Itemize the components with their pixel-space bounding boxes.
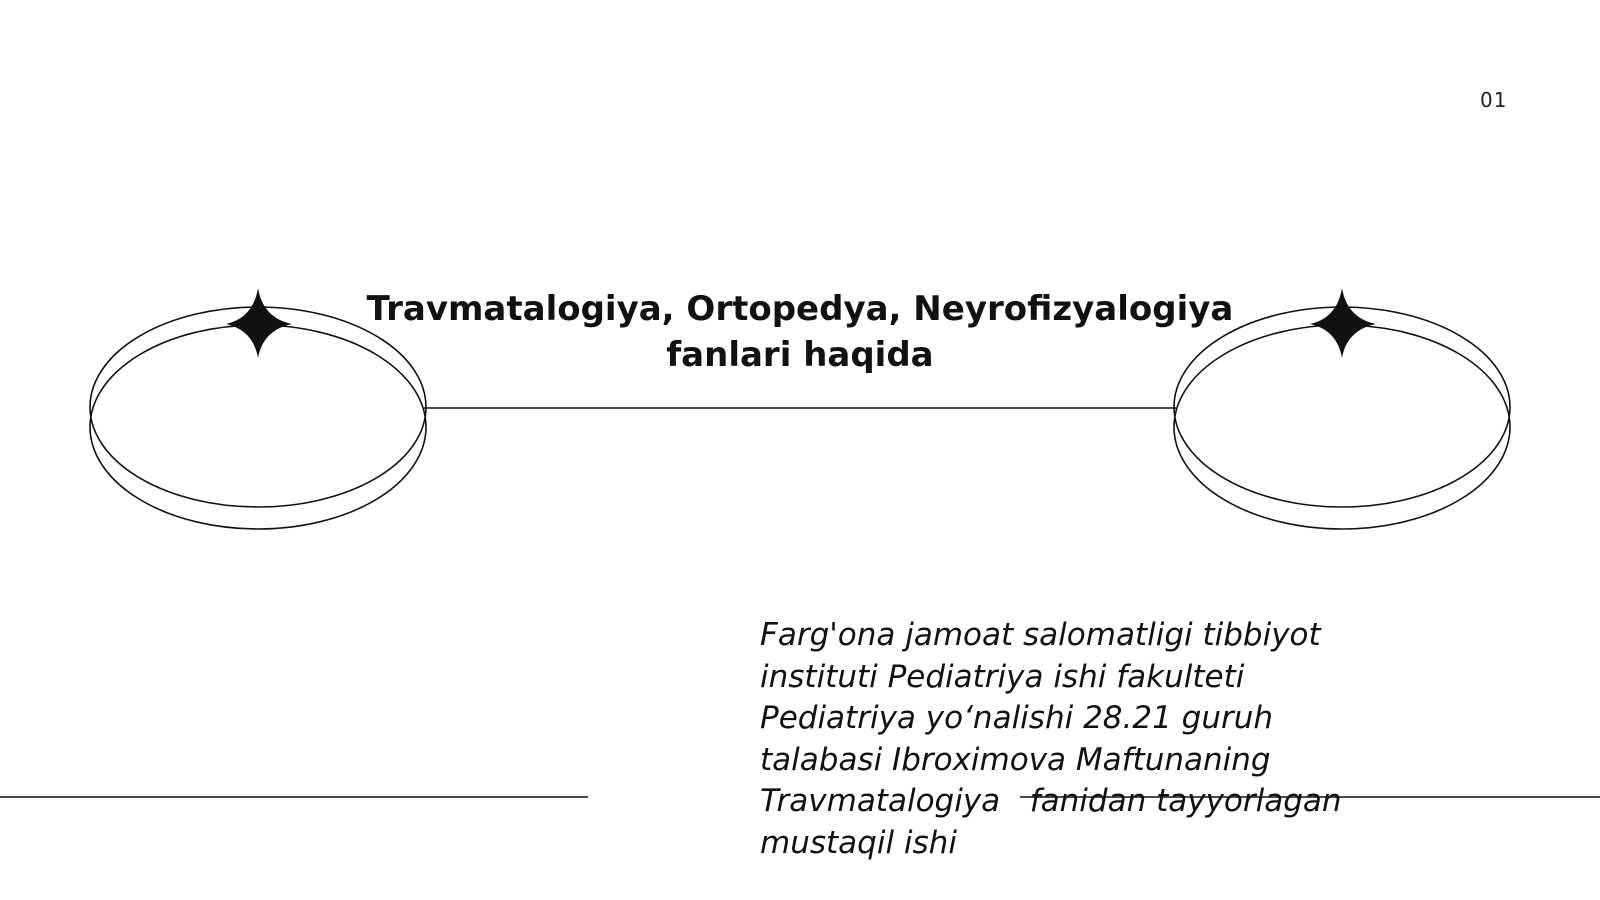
author-info-line: Pediatriya yo‘nalishi 28.21 guruh: [760, 700, 1274, 736]
author-info-line: Farg'ona jamoat salomatligi tibbiyot: [760, 617, 1321, 653]
author-info: [760, 615, 1400, 864]
slide-number: 01: [1480, 88, 1508, 112]
slide-title: [300, 286, 1300, 378]
left-star-icon: [226, 288, 292, 358]
slide-title-line: fanlari haqida: [666, 335, 934, 375]
author-info-line: mustaqil ishi: [760, 824, 957, 861]
right-star-icon: [1310, 288, 1376, 358]
slide-title-line: Travmatalogiya, Ortopedya, Neyrofizyalogiya: [366, 289, 1234, 329]
author-info-line: instituti Pediatriya ishi fakulteti: [760, 658, 1245, 695]
author-info-line: Travmatalogiya fanidan tayyorlagan: [760, 783, 1342, 819]
author-info-line: talabasi Ibroximova Maftunaning: [760, 741, 1271, 778]
